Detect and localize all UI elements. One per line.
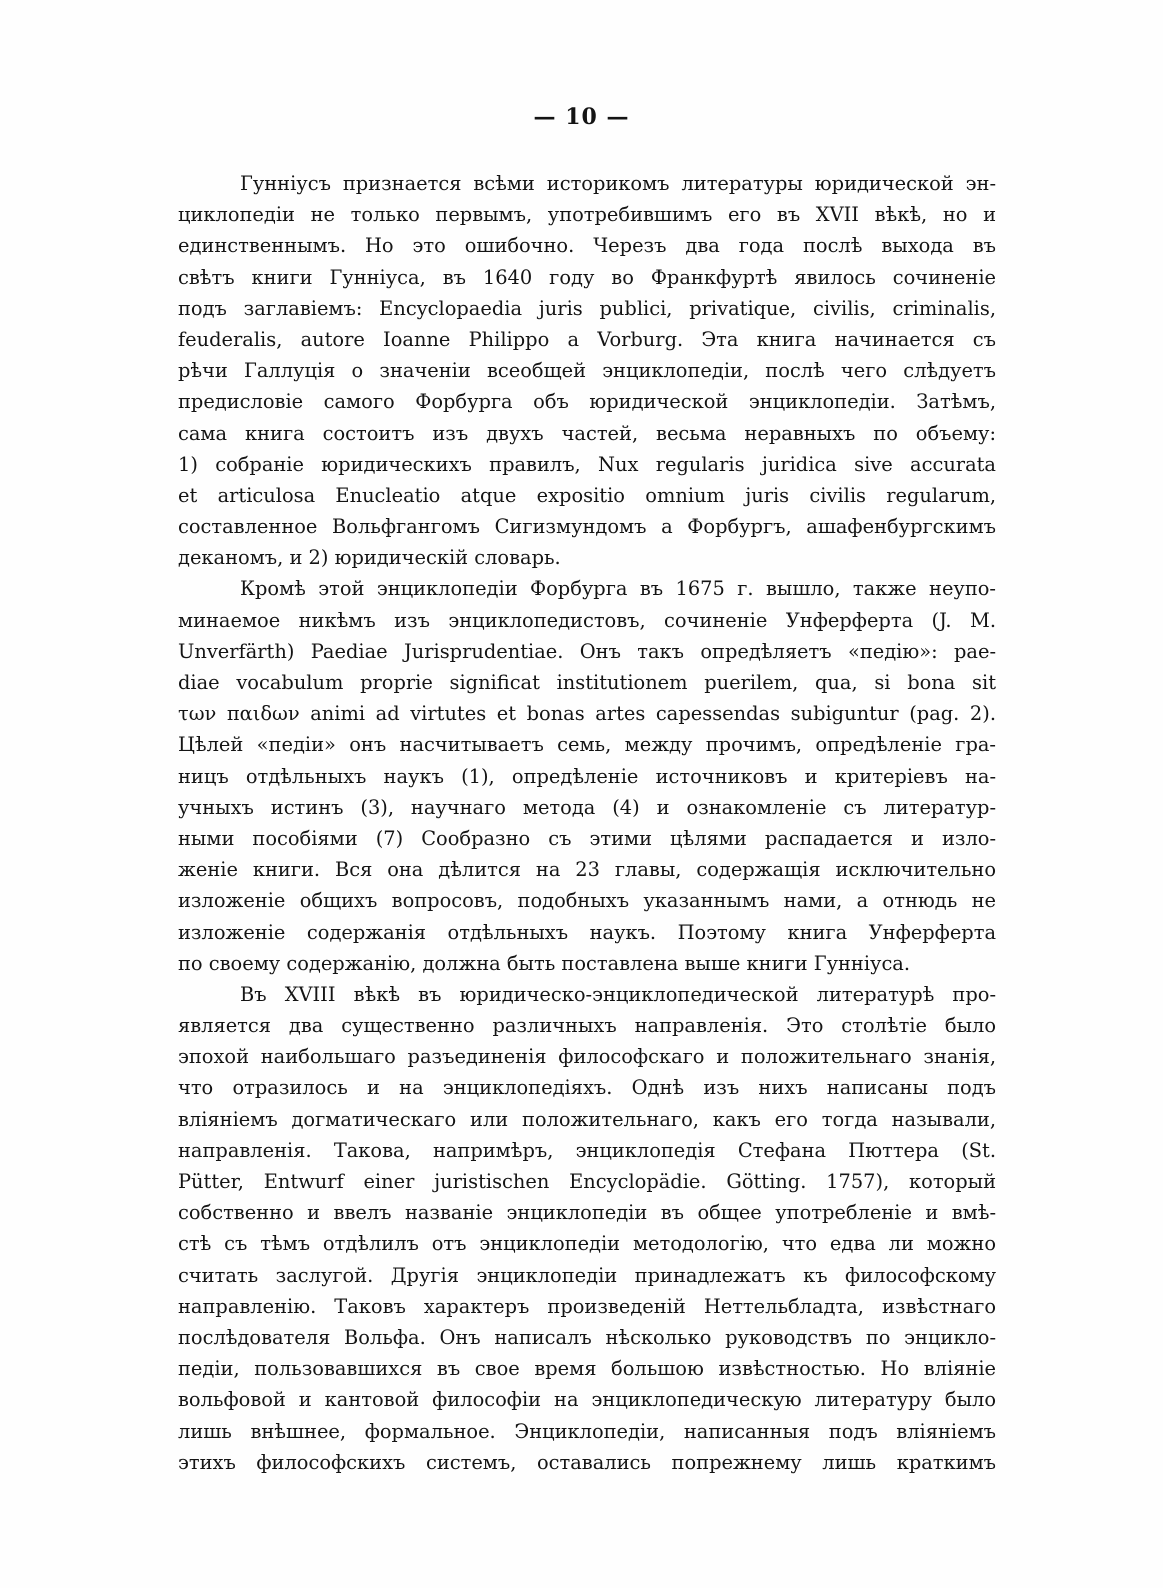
text-line: направленію. Таковъ характеръ произведеній Неттельбладта, извѣстнаго [178,1294,996,1318]
text-line: составленное Вольфгангомъ Сигизмундомъ а Форбургъ, ашафенбургскимъ [178,515,996,539]
text-line: считать заслугой. Другія энциклопедіи принадлежатъ къ философскому [178,1263,996,1287]
text-line: των παιδων animi ad virtutes et bonas artes capessendas subiguntur (pag. 2). [178,702,996,726]
text-line: Гунніусъ признается всѣми историкомъ литературы юридической эн- [240,172,996,195]
text-line: предисловіе самого Форбурга объ юридической энциклопедіи. Затѣмъ, [178,390,996,414]
text-line: et articulosa Enucleatio atque expositio omnium juris civilis regularum, [178,483,996,507]
text-line: вольфовой и кантовой философіи на энциклопедическую литературу было [178,1388,996,1412]
text-line: diae vocabulum proprie significat institutionem puerilem, qua, si bona sit [178,671,996,694]
page-number: — 10 — [533,104,630,130]
text-line: 1) собраніе юридическихъ правилъ, Nux regularis juridica sive accurata [178,452,996,476]
text-line: послѣдователя Вольфа. Онъ написалъ нѣсколько руководствъ по энцикло- [178,1325,996,1349]
text-line: свѣтъ книги Гунніуса, въ 1640 году во Франкфуртѣ явилось сочиненіе [178,265,996,289]
text-line: стѣ съ тѣмъ отдѣлилъ отъ энциклопедіи методологію, что едва ли можно [178,1232,996,1256]
text-line: feuderalis, autore Ioanne Philippo a Vorburg. Эта книга начинается съ [178,327,996,351]
text-line: учныхъ истинъ (3), научнаго метода (4) и ознакомленіе съ литератур- [178,795,996,819]
text-line: Въ XVIII вѣкѣ въ юридическо-энциклопедической литературѣ про- [240,982,996,1006]
text-line: что отразилось и на энциклопедіяхъ. Однѣ изъ нихъ написаны подъ [178,1076,996,1100]
text-line: минаемое никѣмъ изъ энциклопедистовъ, сочиненіе Унферферта (J. M. [178,608,996,632]
text-line: рѣчи Галлуція о значеніи всеобщей энциклопедіи, послѣ чего слѣдуетъ [178,359,996,383]
text-body [178,168,996,1478]
text-line: ницъ отдѣльныхъ наукъ (1), опредѣленіе источниковъ и критеріевъ на- [178,764,996,788]
paragraph-3 [178,979,996,1478]
text-line: является два существенно различныхъ направленія. Это столѣтіе было [178,1014,996,1038]
text-line: циклопедіи не только первымъ, употребившимъ его въ XVII вѣкѣ, но и [178,203,996,227]
text-line: подъ заглавіемъ: Encyclopaedia juris publici, privatique, civilis, criminalis, [178,296,996,320]
text-line: педіи, пользовавшихся въ свое время большою извѣстностью. Но вліяніе [178,1357,996,1381]
text-line: эпохой наибольшаго разъединенія философскаго и положительнаго знанія, [178,1045,996,1069]
text-line: изложеніе общихъ вопросовъ, подобныхъ указаннымъ нами, а отнюдь не [178,889,996,913]
text-line: лишь внѣшнее, формальное. Энциклопедіи, написанныя подъ вліяніемъ [178,1419,996,1443]
text-line: Кромѣ этой энциклопедіи Форбурга въ 1675 г. вышло, также неупо- [240,577,996,601]
text-line: сама книга состоитъ изъ двухъ частей, весьма неравныхъ по объему: [178,421,996,445]
text-line: ными пособіями (7) Сообразно съ этими цѣлями распадается и изло- [178,826,996,850]
text-line: вліяніемъ догматическаго или положительнаго, какъ его тогда называли, [178,1107,996,1131]
text-line: единственнымъ. Но это ошибочно. Черезъ два года послѣ выхода въ [178,234,996,258]
text-line: Pütter, Entwurf einer juristischen Encyclopädie. Götting. 1757), который [178,1170,996,1193]
text-line: этихъ философскихъ системъ, оставались попрежнему лишь краткимъ [178,1450,996,1474]
text-line: по своему содержанію, должна быть поставлена выше книги Гунніуса. [178,951,911,975]
text-line: Цѣлей «педіи» онъ насчитываетъ семь, между прочимъ, опредѣленіе гра- [178,733,996,757]
paragraph-1 [178,168,996,573]
text-line: деканомъ, и 2) юридическій словарь. [178,546,561,570]
text-line: направленія. Такова, напримѣръ, энциклопедія Стефана Пюттера (St. [178,1138,996,1162]
text-line: Unverfärth) Paediae Jurisprudentiae. Онъ такъ опредѣляетъ «педію»: pae- [178,639,996,663]
paragraph-2 [178,573,996,978]
text-line: собственно и ввелъ названіе энциклопедіи въ общее употребленіе и вмѣ- [178,1201,996,1225]
text-line: женіе книги. Вся она дѣлится на 23 главы, содержащія исключительно [178,858,996,882]
text-line: изложеніе содержанія отдѣльныхъ наукъ. Поэтому книга Унферферта [178,920,996,944]
